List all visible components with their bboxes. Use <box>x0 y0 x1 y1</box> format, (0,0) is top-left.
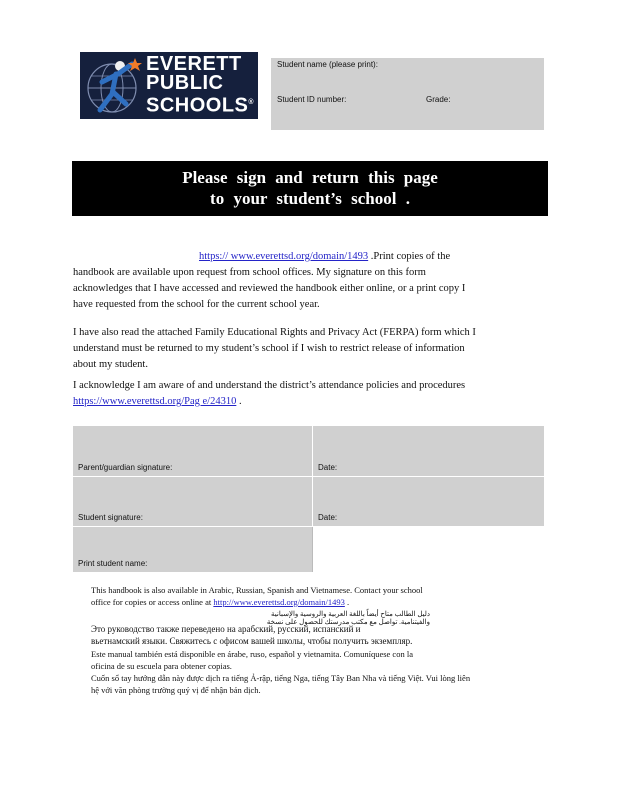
date2-label: Date: <box>318 513 338 522</box>
student-id-label: Student ID number: <box>277 95 347 104</box>
ferpa-paragraph <box>73 325 543 373</box>
logo-wordmark <box>146 55 254 116</box>
russian-line-1: Это руководство также переведено на арабский, русский, испанский и <box>91 624 361 634</box>
handbook-line-1 <box>73 249 543 265</box>
registered-mark: ® <box>248 99 255 106</box>
russian-line-2: вьетнамский языки. Свяжитесь с офисом вашей школы, чтобы получить экземпляр. <box>91 636 413 646</box>
english-text <box>91 584 541 608</box>
attendance-line-2 <box>73 394 543 410</box>
english-line-2 <box>91 596 541 608</box>
vietnamese-line-2: hệ với văn phòng trường quý vị để nhận bản dịch. <box>91 685 261 695</box>
russian-text <box>91 623 541 647</box>
parent-signature-label: Parent/guardian signature: <box>78 463 173 472</box>
logo-line-public: PUBLIC <box>146 72 224 94</box>
logo-line-everett: EVERETT <box>146 53 242 75</box>
date1-label: Date: <box>318 463 338 472</box>
ferpa-line-3: about my student. <box>73 359 148 370</box>
english-end: . <box>344 597 350 607</box>
globe-figure-icon <box>82 54 144 118</box>
attendance-link[interactable]: https://www.everettsd.org/Pag e/24310 <box>73 396 237 407</box>
translation-note-arabic: دليل الطالب متاح أيضاً باللغة العربية والروسية والإسبانية والفيتنامية. تواصل مع مكتب مدرستك للحصول على نسخة <box>266 610 430 626</box>
handbook-link[interactable]: https:// www.everettsd.org/domain/1493 <box>199 251 369 262</box>
banner-line-1: Please sign and return this page <box>182 168 438 187</box>
vietnamese-line-1: Cuốn sổ tay hướng dẫn này được dịch ra tiếng Ả-rập, tiếng Nga, tiếng Tây Ban Nha và tiếng Việt. Vui lòng liên <box>91 673 471 683</box>
date2-cell[interactable] <box>313 477 544 526</box>
handbook-text-3: acknowledges that I have accessed and reviewed the handbook either online, or a print copy I <box>73 283 466 294</box>
spanish-line-1: Este manual también está disponible en árabe, ruso, español y vietnamita. Comuníquese con la <box>91 649 413 659</box>
student-name-label: Student name (please print): <box>277 60 378 69</box>
table-divider <box>312 527 313 572</box>
ferpa-line-1: I have also read the attached Family Educational Rights and Privacy Act (FERPA) form which I <box>73 327 476 338</box>
instruction-banner <box>72 161 548 216</box>
handbook-paragraph <box>73 249 543 313</box>
english-line-1: This handbook is also available in Arabic, Russian, Spanish and Vietnamese. Contact your school <box>91 585 423 595</box>
student-signature-cell[interactable] <box>73 477 312 526</box>
handbook-text-2: handbook are available upon request from school offices. My signature on this form <box>73 267 426 278</box>
signature-table <box>73 426 544 572</box>
everett-public-schools-logo <box>80 52 258 119</box>
student-info-box <box>271 58 544 130</box>
student-signature-label: Student signature: <box>78 513 143 522</box>
print-name-cell[interactable] <box>73 527 312 572</box>
logo-line-schools <box>146 93 254 116</box>
english-link[interactable]: http://www.everettsd.org/domain/1493 <box>213 597 345 607</box>
attendance-paragraph <box>73 378 543 410</box>
ferpa-line-2: understand must be returned to my student’s school if I wish to restrict release of information <box>73 343 465 354</box>
print-name-label: Print student name: <box>78 559 148 568</box>
attendance-line-1: I acknowledge I am aware of and understand the district’s attendance policies and procedures <box>73 380 466 391</box>
handbook-text-1: .Print copies of the <box>368 251 451 262</box>
spanish-line-2: oficina de su escuela para obtener copias. <box>91 661 232 671</box>
vietnamese-text <box>91 672 553 696</box>
grade-label: Grade: <box>426 95 451 104</box>
spanish-text <box>91 648 541 672</box>
english-text-2: office for copies or access online at <box>91 597 212 607</box>
handbook-text-4: have requested from the school for the current school year. <box>73 299 320 310</box>
parent-signature-cell[interactable] <box>73 426 312 476</box>
attendance-end: . <box>236 396 242 407</box>
logo-schools-text: SCHOOLS <box>146 94 249 117</box>
date1-cell[interactable] <box>313 426 544 476</box>
banner-line-2: to your student’s school . <box>210 189 410 208</box>
